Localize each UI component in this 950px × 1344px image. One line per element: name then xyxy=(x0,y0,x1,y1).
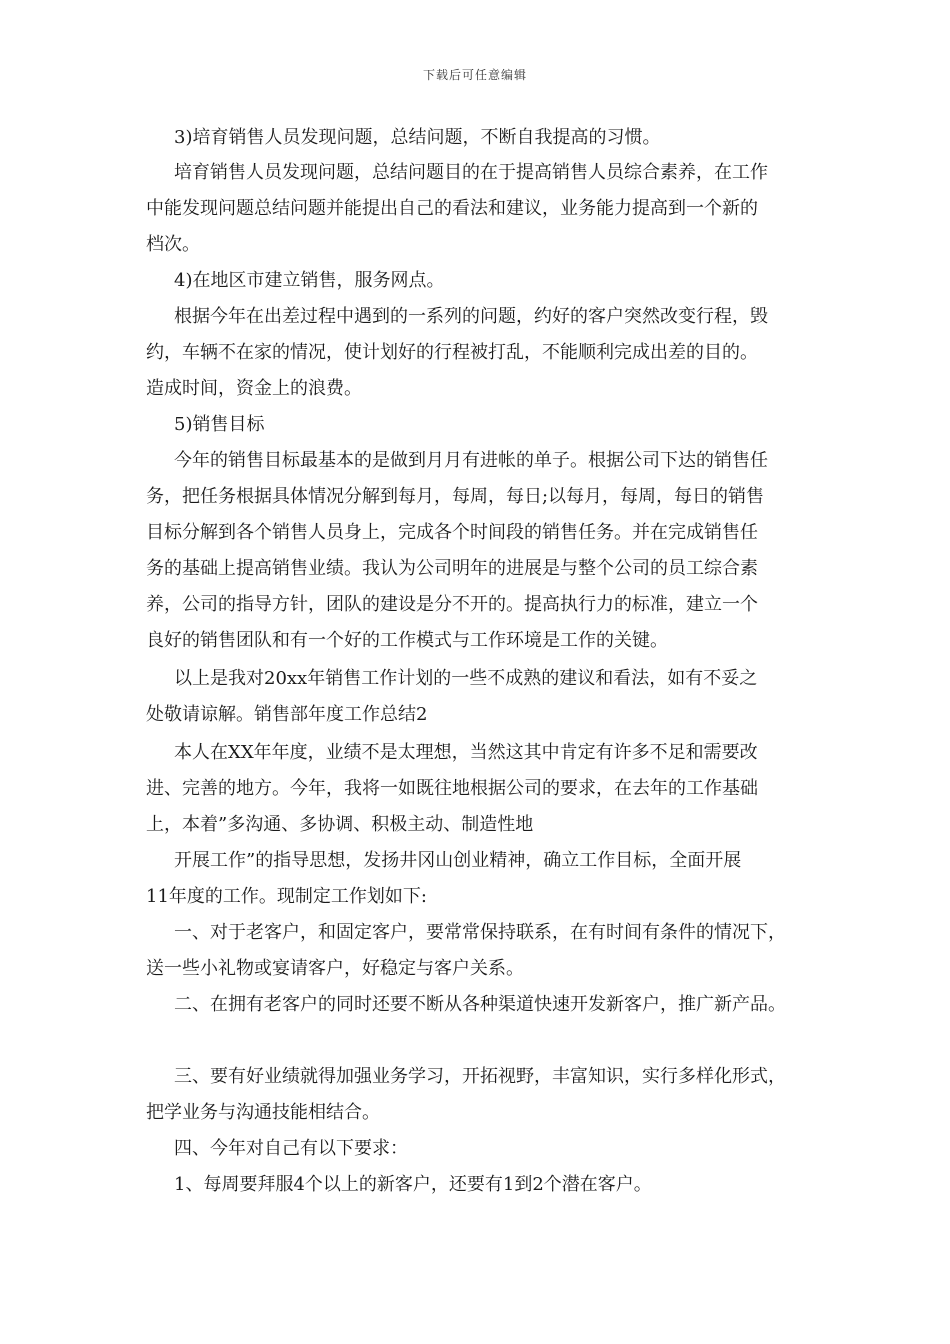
text-line: 中能发现问题总结问题并能提出自己的看法和建议，业务能力提高到一个新的 xyxy=(146,198,758,219)
text-line: 把学业务与沟通技能相结合。 xyxy=(146,1102,380,1123)
text-line: 4)在地区市建立销售，服务网点。 xyxy=(174,270,445,291)
text-line: 开展工作”的指导思想，发扬井冈山创业精神，确立工作目标，全面开展 xyxy=(174,850,742,871)
text-line: 培育销售人员发现问题，总结问题目的在于提高销售人员综合素养，在工作 xyxy=(174,162,768,183)
text-line: 本人在XX年年度，业绩不是太理想，当然这其中肯定有许多不足和需要改 xyxy=(174,742,758,763)
text-line: 根据今年在出差过程中遇到的一系列的问题，约好的客户突然改变行程，毁 xyxy=(174,306,768,327)
text-line: 务的基础上提高销售业绩。我认为公司明年的进展是与整个公司的员工综合素 xyxy=(146,558,758,579)
text-line: 造成时间，资金上的浪费。 xyxy=(146,378,362,399)
page-header: 下载后可任意编辑 xyxy=(422,68,527,82)
text-line: 二、在拥有老客户的同时还要不断从各种渠道快速开发新客户，推广新产品。 xyxy=(174,994,786,1015)
text-line: 3)培育销售人员发现问题，总结问题，不断自我提高的习惯。 xyxy=(174,127,661,148)
text-line: 目标分解到各个销售人员身上，完成各个时间段的销售任务。并在完成销售任 xyxy=(146,522,758,543)
text-line: 送一些小礼物或宴请客户，好稳定与客户关系。 xyxy=(146,958,524,979)
text-line: 5)销售目标 xyxy=(174,414,265,435)
text-line: 养，公司的指导方针，团队的建设是分不开的。提高执行力的标准，建立一个 xyxy=(146,594,758,615)
text-line: 四、今年对自己有以下要求： xyxy=(174,1138,408,1159)
text-line: 档次。 xyxy=(146,234,200,255)
text-line: 务，把任务根据具体情况分解到每月，每周，每日;以每月，每周，每日的销售 xyxy=(146,486,765,507)
text-line: 11年度的工作。现制定工作划如下: xyxy=(146,886,427,907)
text-line: 进、完善的地方。今年，我将一如既往地根据公司的要求，在去年的工作基础 xyxy=(146,778,758,799)
text-line: 三、要有好业绩就得加强业务学习，开拓视野，丰富知识，实行多样化形式， xyxy=(174,1066,786,1087)
text-line: 良好的销售团队和有一个好的工作模式与工作环境是工作的关键。 xyxy=(146,630,668,651)
text-line: 今年的销售目标最基本的是做到月月有进帐的单子。根据公司下达的销售任 xyxy=(174,450,768,471)
text-line: 一、对于老客户，和固定客户，要常常保持联系，在有时间有条件的情况下， xyxy=(174,922,786,943)
text-line: 约，车辆不在家的情况，使计划好的行程被打乱，不能顺利完成出差的目的。 xyxy=(146,342,758,363)
text-line: 上，本着”多沟通、多协调、积极主动、制造性地 xyxy=(146,814,534,835)
text-line: 1、每周要拜服4个以上的新客户，还要有1到2个潜在客户。 xyxy=(174,1174,652,1195)
text-line: 以上是我对20xx年销售工作计划的一些不成熟的建议和看法，如有不妥之 xyxy=(174,668,758,689)
text-line: 处敬请谅解。销售部年度工作总结2 xyxy=(146,704,428,725)
